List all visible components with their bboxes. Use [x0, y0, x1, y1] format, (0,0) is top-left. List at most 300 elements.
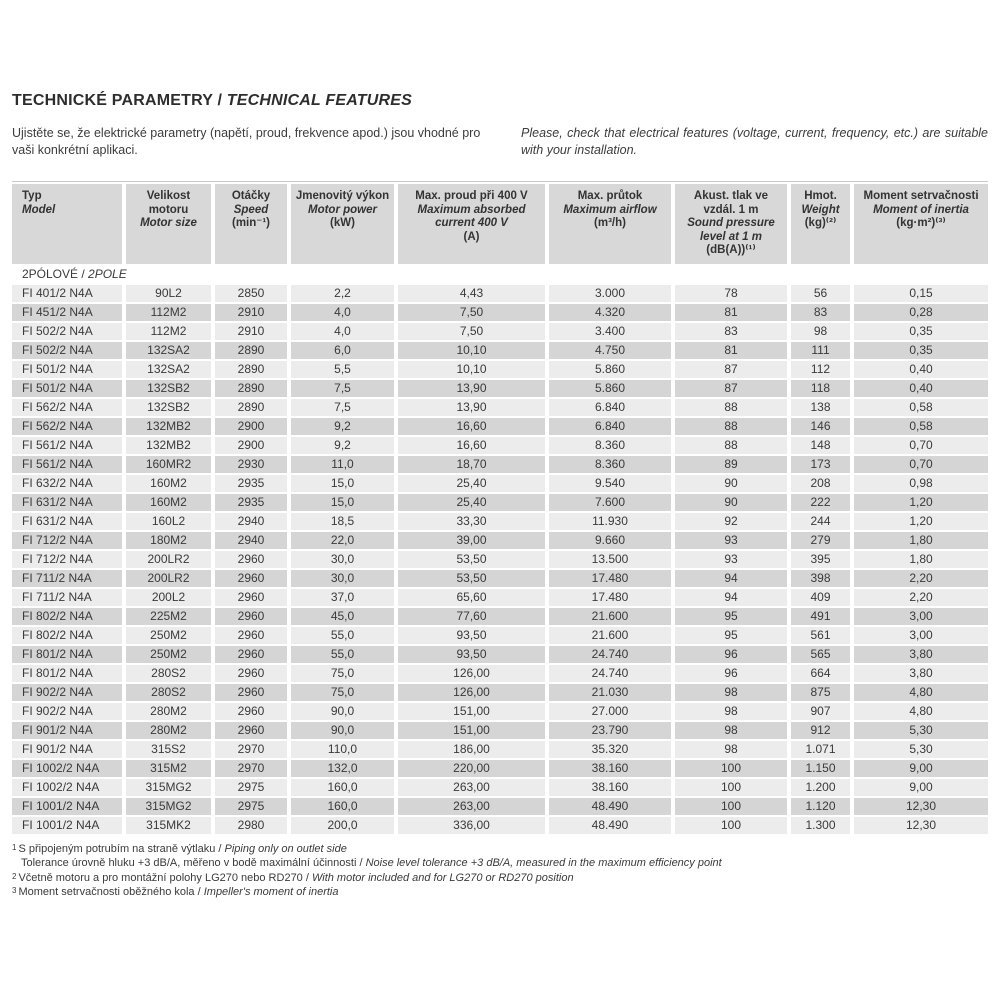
cell-current: 151,00	[398, 703, 545, 720]
footnote-text-en: Impeller's moment of inertia	[203, 886, 339, 898]
cell-inertia: 4,80	[854, 703, 988, 720]
cell-airflow: 7.600	[549, 494, 671, 511]
column-header-power: Jmenovitý výkon Motor power (kW)	[291, 184, 394, 264]
cell-current: 126,00	[398, 684, 545, 701]
cell-inertia: 0,40	[854, 361, 988, 378]
cell-current: 39,00	[398, 532, 545, 549]
cell-motor-size: 280S2	[126, 665, 211, 682]
cell-inertia: 9,00	[854, 760, 988, 777]
cell-motor-size: 315MG2	[126, 779, 211, 796]
cell-motor-size: 280M2	[126, 722, 211, 739]
column-header-current: Max. proud při 400 V Maximum absorbed current 400 V (A)	[398, 184, 545, 264]
cell-model: FI 562/2 N4A	[12, 418, 122, 435]
cell-inertia: 0,28	[854, 304, 988, 321]
cell-power: 4,0	[291, 323, 394, 340]
cell-power: 22,0	[291, 532, 394, 549]
cell-inertia: 2,20	[854, 589, 988, 606]
cell-model: FI 561/2 N4A	[12, 456, 122, 473]
cell-inertia: 12,30	[854, 817, 988, 834]
cell-airflow: 21.600	[549, 608, 671, 625]
cell-speed: 2900	[215, 437, 287, 454]
cell-current: 13,90	[398, 399, 545, 416]
cell-speed: 2890	[215, 361, 287, 378]
cell-speed: 2960	[215, 589, 287, 606]
cell-motor-size: 132SA2	[126, 342, 211, 359]
column-header-motor-size: Velikost motoru Motor size	[126, 184, 211, 264]
cell-model: FI 1002/2 N4A	[12, 760, 122, 777]
cell-current: 93,50	[398, 646, 545, 663]
cell-airflow: 5.860	[549, 380, 671, 397]
cell-sound: 81	[675, 342, 787, 359]
cell-inertia: 0,98	[854, 475, 988, 492]
cell-motor-size: 132SA2	[126, 361, 211, 378]
cell-inertia: 5,30	[854, 741, 988, 758]
section-row	[12, 266, 988, 283]
cell-speed: 2960	[215, 608, 287, 625]
section-label-cz: 2PÓLOVÉ	[22, 266, 79, 281]
table-row	[12, 323, 988, 340]
cell-inertia: 3,00	[854, 627, 988, 644]
cell-current: 4,43	[398, 285, 545, 302]
cell-motor-size: 280M2	[126, 703, 211, 720]
cell-model: FI 562/2 N4A	[12, 399, 122, 416]
cell-inertia: 9,00	[854, 779, 988, 796]
cell-sound: 98	[675, 741, 787, 758]
section-label-en: 2POLE	[88, 266, 127, 281]
footnote-text-en: Noise level tolerance +3 dB/A, measured in the maximum efficiency point	[365, 857, 722, 869]
cell-motor-size: 90L2	[126, 285, 211, 302]
cell-inertia: 0,40	[854, 380, 988, 397]
intro-text-cz: Ujistěte se, že elektrické parametry (napětí, proud, frekvence apod.) jsou vhodné pro vaši konkrétní aplikaci.	[12, 126, 481, 157]
table-row	[12, 665, 988, 682]
cell-sound: 100	[675, 817, 787, 834]
cell-power: 160,0	[291, 798, 394, 815]
cell-current: 336,00	[398, 817, 545, 834]
column-header-airflow: Max. průtok Maximum airflow (m³/h)	[549, 184, 671, 264]
table-row	[12, 361, 988, 378]
cell-current: 263,00	[398, 798, 545, 815]
cell-power: 9,2	[291, 418, 394, 435]
cell-model: FI 502/2 N4A	[12, 342, 122, 359]
cell-airflow: 38.160	[549, 760, 671, 777]
cell-weight: 875	[791, 684, 850, 701]
cell-power: 30,0	[291, 551, 394, 568]
cell-current: 10,10	[398, 342, 545, 359]
table-row	[12, 627, 988, 644]
cell-motor-size: 132MB2	[126, 418, 211, 435]
cell-model: FI 712/2 N4A	[12, 551, 122, 568]
cell-power: 15,0	[291, 475, 394, 492]
cell-power: 55,0	[291, 646, 394, 663]
cell-weight: 146	[791, 418, 850, 435]
cell-model: FI 801/2 N4A	[12, 665, 122, 682]
table-row	[12, 779, 988, 796]
table-row	[12, 456, 988, 473]
cell-speed: 2960	[215, 551, 287, 568]
cell-weight: 83	[791, 304, 850, 321]
footnote-line	[12, 885, 988, 900]
cell-power: 7,5	[291, 380, 394, 397]
cell-inertia: 1,20	[854, 494, 988, 511]
cell-weight: 148	[791, 437, 850, 454]
cell-airflow: 35.320	[549, 741, 671, 758]
cell-motor-size: 315MK2	[126, 817, 211, 834]
cell-model: FI 902/2 N4A	[12, 684, 122, 701]
cell-airflow: 8.360	[549, 456, 671, 473]
cell-sound: 88	[675, 437, 787, 454]
cell-sound: 88	[675, 418, 787, 435]
cell-weight: 398	[791, 570, 850, 587]
cell-speed: 2970	[215, 741, 287, 758]
cell-sound: 98	[675, 703, 787, 720]
section-label	[12, 266, 988, 283]
table-row	[12, 760, 988, 777]
cell-inertia: 5,30	[854, 722, 988, 739]
cell-current: 10,10	[398, 361, 545, 378]
cell-sound: 100	[675, 760, 787, 777]
section-label-separator: /	[78, 266, 89, 281]
cell-inertia: 12,30	[854, 798, 988, 815]
cell-speed: 2975	[215, 798, 287, 815]
table-row	[12, 494, 988, 511]
cell-inertia: 0,58	[854, 399, 988, 416]
cell-speed: 2960	[215, 703, 287, 720]
cell-sound: 94	[675, 570, 787, 587]
cell-power: 18,5	[291, 513, 394, 530]
page-title-en: TECHNICAL FEATURES	[226, 92, 413, 109]
spec-table	[8, 182, 992, 836]
cell-current: 53,50	[398, 570, 545, 587]
footnote-text-en: With motor included and for LG270 or RD270 position	[311, 871, 574, 884]
cell-model: FI 901/2 N4A	[12, 741, 122, 758]
cell-speed: 2910	[215, 323, 287, 340]
cell-airflow: 9.660	[549, 532, 671, 549]
cell-power: 4,0	[291, 304, 394, 321]
cell-model: FI 1001/2 N4A	[12, 798, 122, 815]
table-row	[12, 817, 988, 834]
footnote-marker: 3	[12, 886, 17, 895]
cell-motor-size: 160M2	[126, 494, 211, 511]
cell-airflow: 38.160	[549, 779, 671, 796]
cell-model: FI 802/2 N4A	[12, 608, 122, 625]
cell-power: 11,0	[291, 456, 394, 473]
page-title-separator: /	[212, 92, 227, 109]
cell-sound: 100	[675, 798, 787, 815]
cell-power: 30,0	[291, 570, 394, 587]
cell-power: 55,0	[291, 627, 394, 644]
cell-current: 65,60	[398, 589, 545, 606]
cell-inertia: 4,80	[854, 684, 988, 701]
cell-weight: 1.120	[791, 798, 850, 815]
cell-power: 9,2	[291, 437, 394, 454]
cell-airflow: 9.540	[549, 475, 671, 492]
cell-motor-size: 200L2	[126, 589, 211, 606]
cell-weight: 565	[791, 646, 850, 663]
cell-airflow: 4.750	[549, 342, 671, 359]
table-row	[12, 646, 988, 663]
cell-sound: 95	[675, 627, 787, 644]
cell-airflow: 11.930	[549, 513, 671, 530]
cell-motor-size: 180M2	[126, 532, 211, 549]
table-row	[12, 399, 988, 416]
cell-sound: 83	[675, 323, 787, 340]
cell-model: FI 902/2 N4A	[12, 703, 122, 720]
table-row	[12, 551, 988, 568]
cell-power: 200,0	[291, 817, 394, 834]
cell-current: 25,40	[398, 494, 545, 511]
cell-speed: 2900	[215, 418, 287, 435]
footnote-text-cz: Tolerance úrovně hluku +3 dB/A, měřeno v bodě maximální účinnosti /	[21, 857, 366, 869]
cell-speed: 2890	[215, 399, 287, 416]
cell-weight: 491	[791, 608, 850, 625]
cell-sound: 100	[675, 779, 787, 796]
cell-speed: 2975	[215, 779, 287, 796]
cell-weight: 112	[791, 361, 850, 378]
table-row	[12, 285, 988, 302]
cell-weight: 1.200	[791, 779, 850, 796]
cell-airflow: 48.490	[549, 817, 671, 834]
table-row	[12, 342, 988, 359]
cell-weight: 173	[791, 456, 850, 473]
cell-model: FI 801/2 N4A	[12, 646, 122, 663]
cell-airflow: 24.740	[549, 646, 671, 663]
cell-weight: 409	[791, 589, 850, 606]
cell-power: 5,5	[291, 361, 394, 378]
cell-current: 53,50	[398, 551, 545, 568]
table-row	[12, 437, 988, 454]
footnotes	[12, 842, 988, 900]
cell-model: FI 501/2 N4A	[12, 380, 122, 397]
cell-motor-size: 132MB2	[126, 437, 211, 454]
cell-weight: 56	[791, 285, 850, 302]
cell-inertia: 0,70	[854, 437, 988, 454]
cell-power: 15,0	[291, 494, 394, 511]
cell-airflow: 23.790	[549, 722, 671, 739]
cell-sound: 96	[675, 646, 787, 663]
cell-motor-size: 315S2	[126, 741, 211, 758]
cell-model: FI 631/2 N4A	[12, 513, 122, 530]
cell-speed: 2890	[215, 342, 287, 359]
column-header-model: Typ Model	[12, 184, 122, 264]
cell-power: 90,0	[291, 703, 394, 720]
cell-motor-size: 132SB2	[126, 380, 211, 397]
cell-model: FI 632/2 N4A	[12, 475, 122, 492]
cell-airflow: 21.030	[549, 684, 671, 701]
cell-model: FI 1001/2 N4A	[12, 817, 122, 834]
cell-weight: 907	[791, 703, 850, 720]
cell-power: 7,5	[291, 399, 394, 416]
cell-motor-size: 160L2	[126, 513, 211, 530]
cell-sound: 96	[675, 665, 787, 682]
cell-airflow: 17.480	[549, 570, 671, 587]
cell-airflow: 13.500	[549, 551, 671, 568]
cell-motor-size: 280S2	[126, 684, 211, 701]
cell-inertia: 2,20	[854, 570, 988, 587]
cell-weight: 118	[791, 380, 850, 397]
table-body	[12, 266, 988, 834]
cell-current: 33,30	[398, 513, 545, 530]
table-row	[12, 513, 988, 530]
table-row	[12, 741, 988, 758]
footnote-line	[12, 871, 988, 886]
cell-current: 18,70	[398, 456, 545, 473]
cell-airflow: 48.490	[549, 798, 671, 815]
cell-sound: 87	[675, 380, 787, 397]
cell-motor-size: 315M2	[126, 760, 211, 777]
cell-speed: 2970	[215, 760, 287, 777]
cell-weight: 244	[791, 513, 850, 530]
cell-inertia: 3,80	[854, 646, 988, 663]
cell-weight: 222	[791, 494, 850, 511]
table-row	[12, 798, 988, 815]
cell-model: FI 711/2 N4A	[12, 589, 122, 606]
cell-power: 75,0	[291, 684, 394, 701]
cell-current: 7,50	[398, 304, 545, 321]
cell-current: 7,50	[398, 323, 545, 340]
cell-power: 2,2	[291, 285, 394, 302]
cell-motor-size: 200LR2	[126, 570, 211, 587]
cell-motor-size: 132SB2	[126, 399, 211, 416]
cell-inertia: 3,00	[854, 608, 988, 625]
intro-text-en: Please, check that electrical features (voltage, current, frequency, etc.) are suitable with your installation.	[521, 126, 988, 157]
cell-motor-size: 250M2	[126, 646, 211, 663]
cell-airflow: 6.840	[549, 418, 671, 435]
footnote-text-en: Piping only on outlet side	[224, 842, 347, 855]
cell-weight: 664	[791, 665, 850, 682]
cell-current: 151,00	[398, 722, 545, 739]
cell-speed: 2980	[215, 817, 287, 834]
column-header-weight: Hmot. Weight (kg)⁽²⁾	[791, 184, 850, 264]
table-row	[12, 380, 988, 397]
cell-airflow: 4.320	[549, 304, 671, 321]
cell-sound: 87	[675, 361, 787, 378]
cell-current: 186,00	[398, 741, 545, 758]
cell-sound: 90	[675, 494, 787, 511]
table-row	[12, 589, 988, 606]
cell-power: 6,0	[291, 342, 394, 359]
cell-current: 13,90	[398, 380, 545, 397]
cell-airflow: 21.600	[549, 627, 671, 644]
cell-current: 25,40	[398, 475, 545, 492]
cell-speed: 2850	[215, 285, 287, 302]
cell-current: 93,50	[398, 627, 545, 644]
table-row	[12, 475, 988, 492]
cell-inertia: 0,35	[854, 342, 988, 359]
cell-model: FI 1002/2 N4A	[12, 779, 122, 796]
cell-inertia: 1,80	[854, 551, 988, 568]
cell-power: 45,0	[291, 608, 394, 625]
cell-sound: 81	[675, 304, 787, 321]
cell-motor-size: 160MR2	[126, 456, 211, 473]
table-row	[12, 703, 988, 720]
cell-current: 220,00	[398, 760, 545, 777]
cell-inertia: 0,70	[854, 456, 988, 473]
cell-inertia: 1,20	[854, 513, 988, 530]
cell-model: FI 901/2 N4A	[12, 722, 122, 739]
cell-weight: 1.071	[791, 741, 850, 758]
cell-speed: 2890	[215, 380, 287, 397]
cell-sound: 95	[675, 608, 787, 625]
page-title	[12, 92, 988, 110]
cell-weight: 279	[791, 532, 850, 549]
cell-speed: 2960	[215, 646, 287, 663]
cell-speed: 2935	[215, 475, 287, 492]
cell-inertia: 0,35	[854, 323, 988, 340]
cell-speed: 2940	[215, 513, 287, 530]
column-header-sound: Akust. tlak ve vzdál. 1 m Sound pressure level at 1 m (dB(A))⁽¹⁾	[675, 184, 787, 264]
cell-model: FI 711/2 N4A	[12, 570, 122, 587]
cell-current: 16,60	[398, 437, 545, 454]
intro-section	[12, 125, 988, 159]
cell-motor-size: 112M2	[126, 323, 211, 340]
cell-speed: 2960	[215, 627, 287, 644]
cell-airflow: 3.400	[549, 323, 671, 340]
cell-weight: 561	[791, 627, 850, 644]
cell-model: FI 451/2 N4A	[12, 304, 122, 321]
cell-model: FI 502/2 N4A	[12, 323, 122, 340]
table-row	[12, 684, 988, 701]
cell-speed: 2960	[215, 684, 287, 701]
cell-sound: 89	[675, 456, 787, 473]
cell-model: FI 712/2 N4A	[12, 532, 122, 549]
footnote-text-cz: Včetně motoru a pro montážní polohy LG270 nebo RD270 /	[18, 871, 312, 884]
cell-weight: 395	[791, 551, 850, 568]
table-row	[12, 608, 988, 625]
cell-sound: 92	[675, 513, 787, 530]
page-title-cz: TECHNICKÉ PARAMETRY	[12, 92, 213, 109]
cell-sound: 94	[675, 589, 787, 606]
cell-motor-size: 200LR2	[126, 551, 211, 568]
cell-speed: 2930	[215, 456, 287, 473]
cell-weight: 111	[791, 342, 850, 359]
cell-speed: 2940	[215, 532, 287, 549]
cell-current: 126,00	[398, 665, 545, 682]
cell-airflow: 5.860	[549, 361, 671, 378]
table-row	[12, 304, 988, 321]
column-header-speed: Otáčky Speed (min⁻¹)	[215, 184, 287, 264]
cell-power: 110,0	[291, 741, 394, 758]
cell-model: FI 802/2 N4A	[12, 627, 122, 644]
cell-sound: 93	[675, 551, 787, 568]
cell-inertia: 0,58	[854, 418, 988, 435]
cell-model: FI 501/2 N4A	[12, 361, 122, 378]
cell-speed: 2960	[215, 665, 287, 682]
cell-inertia: 1,80	[854, 532, 988, 549]
cell-model: FI 401/2 N4A	[12, 285, 122, 302]
column-header-inertia: Moment setrvačnosti Moment of inertia (kg·m²)⁽³⁾	[854, 184, 988, 264]
cell-power: 160,0	[291, 779, 394, 796]
cell-power: 132,0	[291, 760, 394, 777]
cell-weight: 1.300	[791, 817, 850, 834]
cell-airflow: 24.740	[549, 665, 671, 682]
cell-speed: 2910	[215, 304, 287, 321]
cell-motor-size: 112M2	[126, 304, 211, 321]
cell-airflow: 3.000	[549, 285, 671, 302]
footnote-marker: 2	[12, 871, 17, 881]
spec-table-container	[12, 181, 988, 836]
cell-sound: 93	[675, 532, 787, 549]
cell-power: 37,0	[291, 589, 394, 606]
cell-airflow: 8.360	[549, 437, 671, 454]
table-row	[12, 722, 988, 739]
cell-model: FI 561/2 N4A	[12, 437, 122, 454]
cell-motor-size: 250M2	[126, 627, 211, 644]
cell-speed: 2960	[215, 570, 287, 587]
table-row	[12, 570, 988, 587]
cell-power: 75,0	[291, 665, 394, 682]
cell-sound: 88	[675, 399, 787, 416]
footnote-marker: 1	[12, 842, 17, 852]
